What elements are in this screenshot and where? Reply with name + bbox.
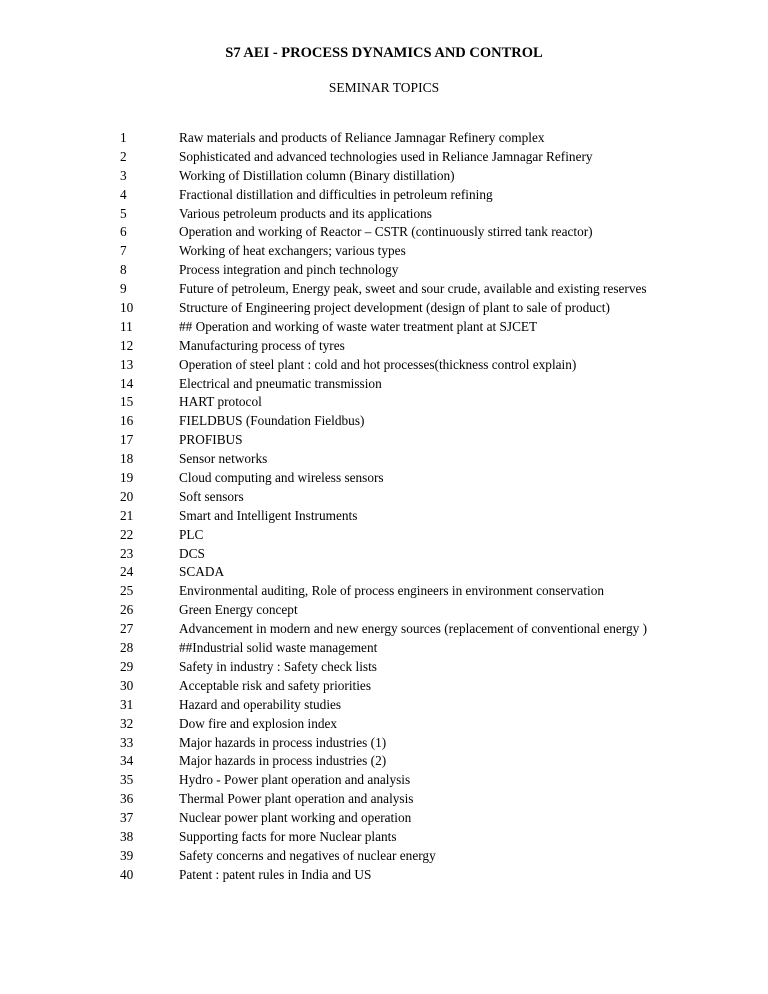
topic-title: Fractional distillation and difficulties in petroleum refining — [179, 186, 493, 202]
topic-row — [0, 545, 768, 564]
topic-title: PROFIBUS — [179, 432, 243, 448]
topic-number: 12 — [120, 337, 134, 353]
topic-title: Advancement in modern and new energy sources (replacement of conventional energy ) — [179, 621, 648, 637]
topic-row — [0, 299, 768, 318]
topic-row — [0, 261, 768, 280]
topic-row — [0, 752, 768, 771]
topic-number: 32 — [120, 715, 134, 731]
topic-title: Future of petroleum, Energy peak, sweet and sour crude, available and existing reserves — [179, 281, 647, 297]
topic-title: Operation and working of Reactor – CSTR (continuously stirred tank reactor) — [179, 224, 593, 240]
topic-number: 13 — [120, 356, 134, 372]
page-subtitle: SEMINAR TOPICS — [328, 80, 440, 95]
topic-row — [0, 488, 768, 507]
topic-number: 3 — [120, 167, 127, 183]
topic-row — [0, 167, 768, 186]
topic-title: ##Industrial solid waste management — [179, 640, 378, 656]
topic-number: 5 — [120, 205, 127, 221]
topic-title: Raw materials and products of Reliance Jamnagar Refinery complex — [179, 130, 545, 145]
topic-title: FIELDBUS (Foundation Fieldbus) — [179, 413, 365, 429]
topic-title: Sophisticated and advanced technologies used in Reliance Jamnagar Refinery — [179, 148, 593, 164]
topic-number: 31 — [120, 696, 134, 712]
topic-title: Dow fire and explosion index — [179, 715, 338, 731]
topic-row — [0, 696, 768, 715]
topic-number: 39 — [120, 847, 134, 863]
topic-title: Safety in industry : Safety check lists — [179, 658, 377, 674]
topic-number: 20 — [120, 488, 134, 504]
topic-number: 21 — [120, 507, 134, 523]
topic-title: Cloud computing and wireless sensors — [179, 470, 384, 486]
topic-row — [0, 582, 768, 601]
topic-title: Working of Distillation column (Binary distillation) — [179, 167, 455, 183]
topic-number: 6 — [120, 224, 127, 240]
topic-title: Operation of steel plant : cold and hot processes(thickness control explain) — [179, 356, 577, 372]
topic-row — [0, 318, 768, 337]
topic-number: 40 — [120, 866, 134, 882]
topic-row — [0, 563, 768, 582]
topic-list — [0, 129, 768, 885]
topic-number: 22 — [120, 526, 134, 542]
topic-number: 18 — [120, 451, 134, 467]
topic-title: Nuclear power plant working and operation — [179, 810, 412, 826]
topic-number: 36 — [120, 791, 134, 807]
topic-row — [0, 375, 768, 394]
topic-title: Manufacturing process of tyres — [179, 337, 345, 353]
topic-title: Major hazards in process industries (2) — [179, 753, 387, 769]
topic-row — [0, 771, 768, 790]
topic-number: 30 — [120, 677, 134, 693]
topic-number: 11 — [120, 318, 133, 334]
topic-title: Thermal Power plant operation and analysis — [179, 791, 414, 807]
topic-row — [0, 223, 768, 242]
topic-number: 34 — [120, 753, 134, 769]
topic-row — [0, 847, 768, 866]
topic-row — [0, 828, 768, 847]
topic-row — [0, 450, 768, 469]
topic-title: Hazard and operability studies — [179, 696, 342, 712]
topic-number: 23 — [120, 545, 134, 561]
topic-number: 15 — [120, 394, 134, 410]
topic-title: Soft sensors — [179, 488, 244, 504]
topic-number: 25 — [120, 583, 134, 599]
topic-number: 24 — [120, 564, 134, 580]
topic-title: Various petroleum products and its applications — [179, 205, 432, 221]
topic-row — [0, 412, 768, 431]
topic-number: 7 — [120, 243, 127, 259]
topic-title: Patent : patent rules in India and US — [179, 866, 372, 882]
topic-row — [0, 337, 768, 356]
topic-number: 1 — [120, 130, 127, 145]
topic-number: 26 — [120, 602, 134, 618]
topic-row — [0, 658, 768, 677]
topic-row — [0, 205, 768, 224]
topic-row — [0, 866, 768, 885]
topic-row — [0, 715, 768, 734]
topic-row — [0, 186, 768, 205]
topic-title: SCADA — [179, 564, 225, 580]
topic-title: Process integration and pinch technology — [179, 262, 399, 278]
topic-number: 9 — [120, 281, 127, 297]
topic-row — [0, 790, 768, 809]
topic-row — [0, 734, 768, 753]
topic-row — [0, 393, 768, 412]
topic-title: Supporting facts for more Nuclear plants — [179, 828, 397, 844]
page-title: S7 AEI - PROCESS DYNAMICS AND CONTROL — [225, 45, 543, 61]
topic-title: DCS — [179, 545, 205, 561]
topic-title: PLC — [179, 526, 204, 542]
topic-row — [0, 431, 768, 450]
topic-number: 19 — [120, 470, 134, 486]
topic-title: Acceptable risk and safety priorities — [179, 677, 371, 693]
topic-title: Environmental auditing, Role of process engineers in environment conservation — [179, 583, 605, 599]
topic-row — [0, 526, 768, 545]
topic-number: 17 — [120, 432, 134, 448]
topic-row — [0, 148, 768, 167]
topic-number: 38 — [120, 828, 134, 844]
topic-title: ## Operation and working of waste water treatment plant at SJCET — [179, 318, 538, 334]
topic-row — [0, 507, 768, 526]
topic-number: 10 — [120, 300, 134, 316]
topic-row — [0, 129, 768, 148]
topic-row — [0, 469, 768, 488]
topic-row — [0, 356, 768, 375]
topic-title: Sensor networks — [179, 451, 268, 467]
topic-number: 28 — [120, 640, 134, 656]
topic-title: Electrical and pneumatic transmission — [179, 375, 382, 391]
topic-number: 35 — [120, 772, 134, 788]
topic-number: 27 — [120, 621, 134, 637]
topic-number: 2 — [120, 148, 127, 164]
topic-title: Safety concerns and negatives of nuclear energy — [179, 847, 436, 863]
topic-number: 37 — [120, 810, 134, 826]
topic-title: HART protocol — [179, 394, 262, 410]
topic-row — [0, 601, 768, 620]
topic-title: Working of heat exchangers; various types — [179, 243, 406, 259]
topic-row — [0, 639, 768, 658]
topic-number: 16 — [120, 413, 134, 429]
topic-title: Hydro - Power plant operation and analysis — [179, 772, 411, 788]
topic-row — [0, 677, 768, 696]
topic-row — [0, 809, 768, 828]
topic-title: Smart and Intelligent Instruments — [179, 507, 358, 523]
topic-title: Green Energy concept — [179, 602, 298, 618]
topic-number: 29 — [120, 658, 134, 674]
topic-number: 14 — [120, 375, 134, 391]
topic-title: Structure of Engineering project development (design of plant to sale of product) — [179, 300, 610, 316]
topic-row — [0, 242, 768, 261]
topic-title: Major hazards in process industries (1) — [179, 734, 387, 750]
topic-number: 33 — [120, 734, 134, 750]
topic-number: 8 — [120, 262, 127, 278]
topic-row — [0, 280, 768, 299]
topic-row — [0, 620, 768, 639]
topic-number: 4 — [120, 186, 127, 202]
